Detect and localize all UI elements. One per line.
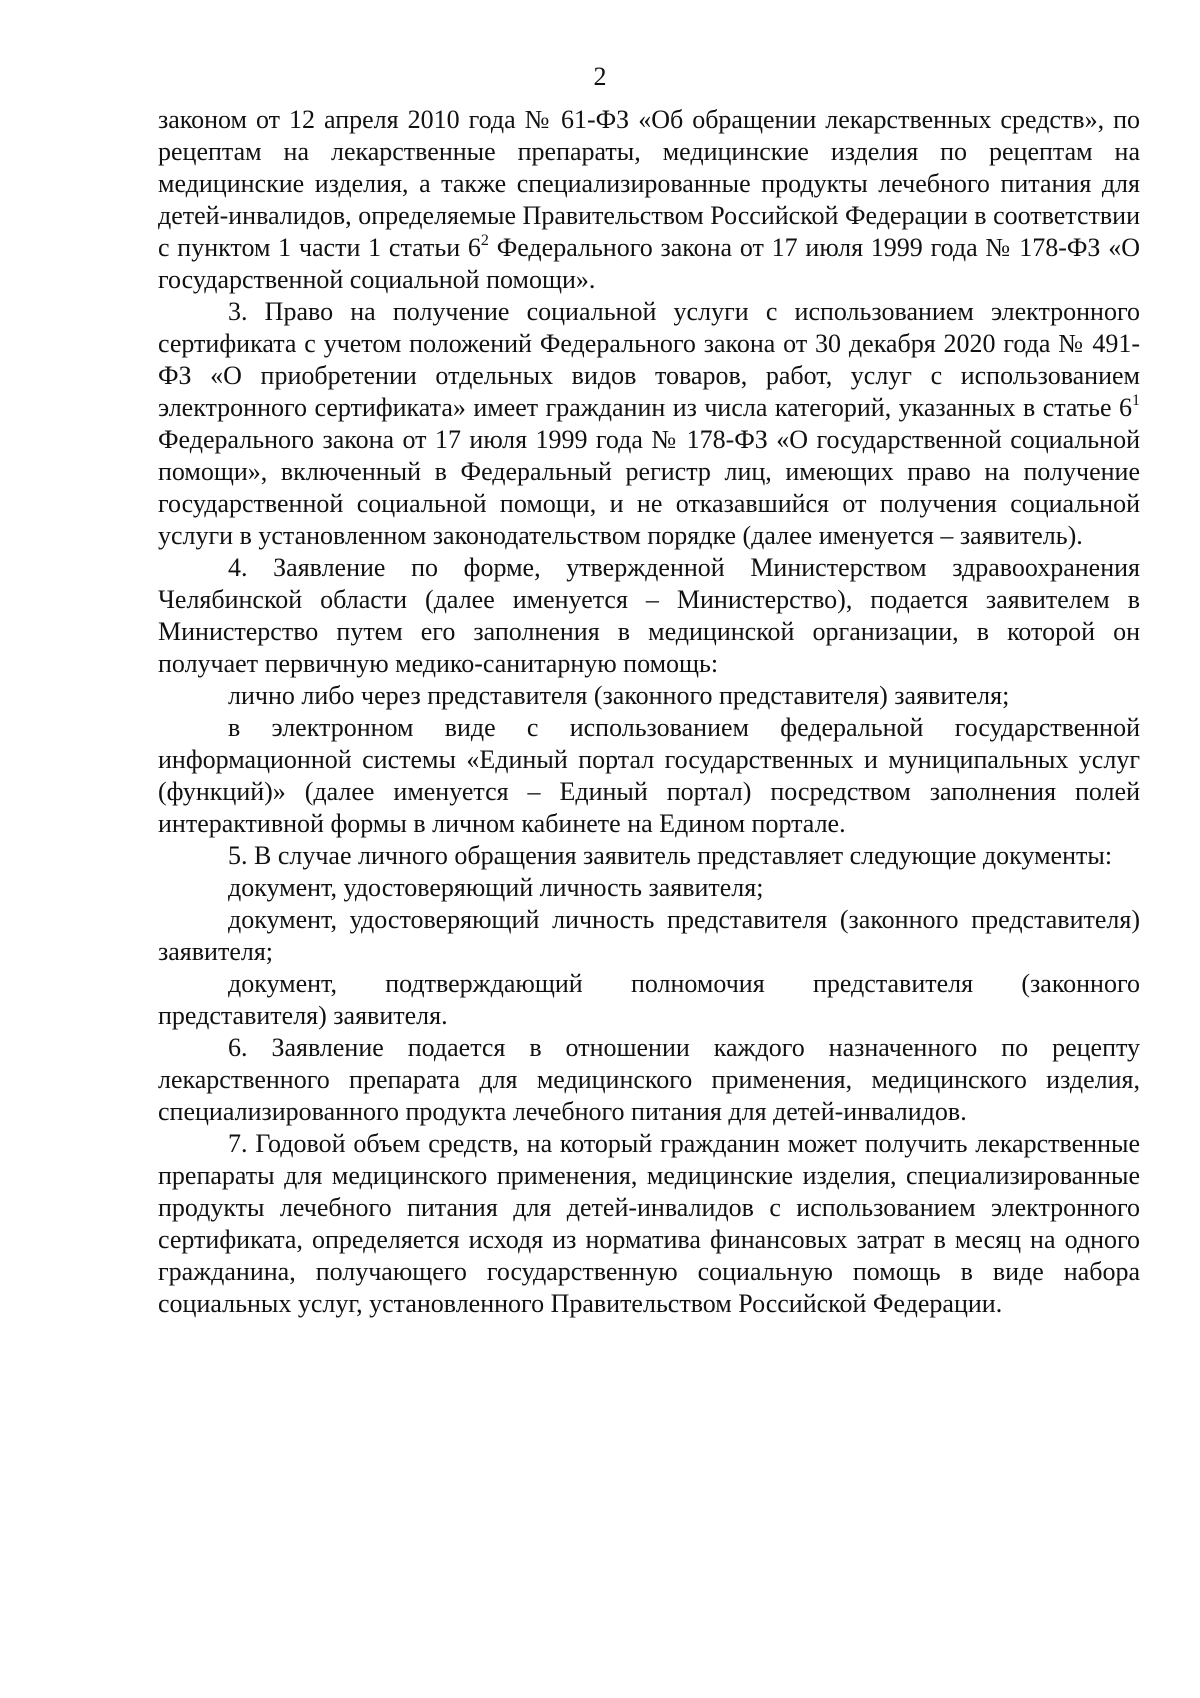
paragraph-3 (158, 296, 1140, 552)
paragraph-text: 4. Заявление по форме, утвержденной Министерством здравоохранения Челябинской области (далее именуется – Министерство), подается заявителем в Министерство путем его заполнения в медицинской организации, в которой он получает первичную медико-санитарную помощь: (158, 553, 1140, 678)
paragraph-5-item-1 (158, 872, 1140, 904)
paragraph-text: законом от 12 апреля 2010 года № 61-ФЗ «Об обращении лекарственных средств», по рецептам на лекарственные препараты, медицинские изделия по рецептам на медицинские изделия, а также специализированные продукты лечебного питания для детей-инвалидов, определяемые Правительством Российской Федерации в соответствии с пунктом 1 части 1 статьи 6 (158, 105, 1140, 262)
paragraph-6 (158, 1032, 1140, 1128)
paragraph-text: 7. Годовой объем средств, на который гражданин может получить лекарственные препараты для медицинского применения, медицинские изделия, специализированные продукты лечебного питания для детей-инвалидов с использованием электронного сертификата, определяется исходя из норматива финансовых затрат в месяц на одного гражданина, получающего государственную социальную помощь в виде набора социальных услуг, установленного Правительством Российской Федерации. (158, 1129, 1140, 1318)
superscript: 1 (1132, 392, 1140, 409)
paragraph-4-item-1 (158, 680, 1140, 712)
paragraph-4-item-2 (158, 712, 1140, 840)
paragraph-text: 6. Заявление подается в отношении каждого назначенного по рецепту лекарственного препарата для медицинского применения, медицинского изделия, специализированного продукта лечебного питания для детей-инвалидов. (158, 1033, 1140, 1126)
paragraph-continuation (158, 104, 1140, 296)
document-body (158, 104, 1140, 1320)
paragraph-7 (158, 1128, 1140, 1320)
paragraph-text: документ, удостоверяющий личность представителя (законного представителя) заявителя; (158, 905, 1140, 966)
paragraph-text: лично либо через представителя (законного представителя) заявителя; (228, 681, 1010, 710)
paragraph-text: документ, подтверждающий полномочия представителя (законного представителя) заявителя. (158, 969, 1140, 1030)
paragraph-text: в электронном виде с использованием федеральной государственной информационной системы «Единый портал государственных и муниципальных услуг (функций)» (далее именуется – Единый портал) посредством заполнения полей интерактивной формы в личном кабинете на Едином портале. (158, 713, 1140, 838)
paragraph-4 (158, 552, 1140, 680)
paragraph-text: Федерального закона от 17 июля 1999 года № 178-ФЗ «О государственной социальной помощи». (158, 233, 1140, 294)
paragraph-5-item-2 (158, 904, 1140, 968)
paragraph-text: 5. В случае личного обращения заявитель представляет следующие документы: (228, 841, 1113, 870)
paragraph-5 (158, 840, 1140, 872)
paragraph-text: 3. Право на получение социальной услуги с использованием электронного сертификата с учетом положений Федерального закона от 30 декабря 2020 года № 491-ФЗ «О приобретении отдельных видов товаров, работ, услуг с использованием электронного сертификата» имеет гражданин из числа категорий, указанных в статье 6 (158, 297, 1140, 422)
paragraph-text: документ, удостоверяющий личность заявителя; (228, 873, 764, 902)
page-number: 2 (593, 62, 607, 91)
paragraph-text: Федерального закона от 17 июля 1999 года № 178-ФЗ «О государственной социальной помощи», включенный в Федеральный регистр лиц, имеющих право на получение государственной социальной помощи, и не отказавшийся от получения социальной услуги в установленном законодательством порядке (далее именуется – заявитель). (158, 425, 1140, 550)
superscript: 2 (480, 232, 489, 249)
paragraph-5-item-3 (158, 968, 1140, 1032)
